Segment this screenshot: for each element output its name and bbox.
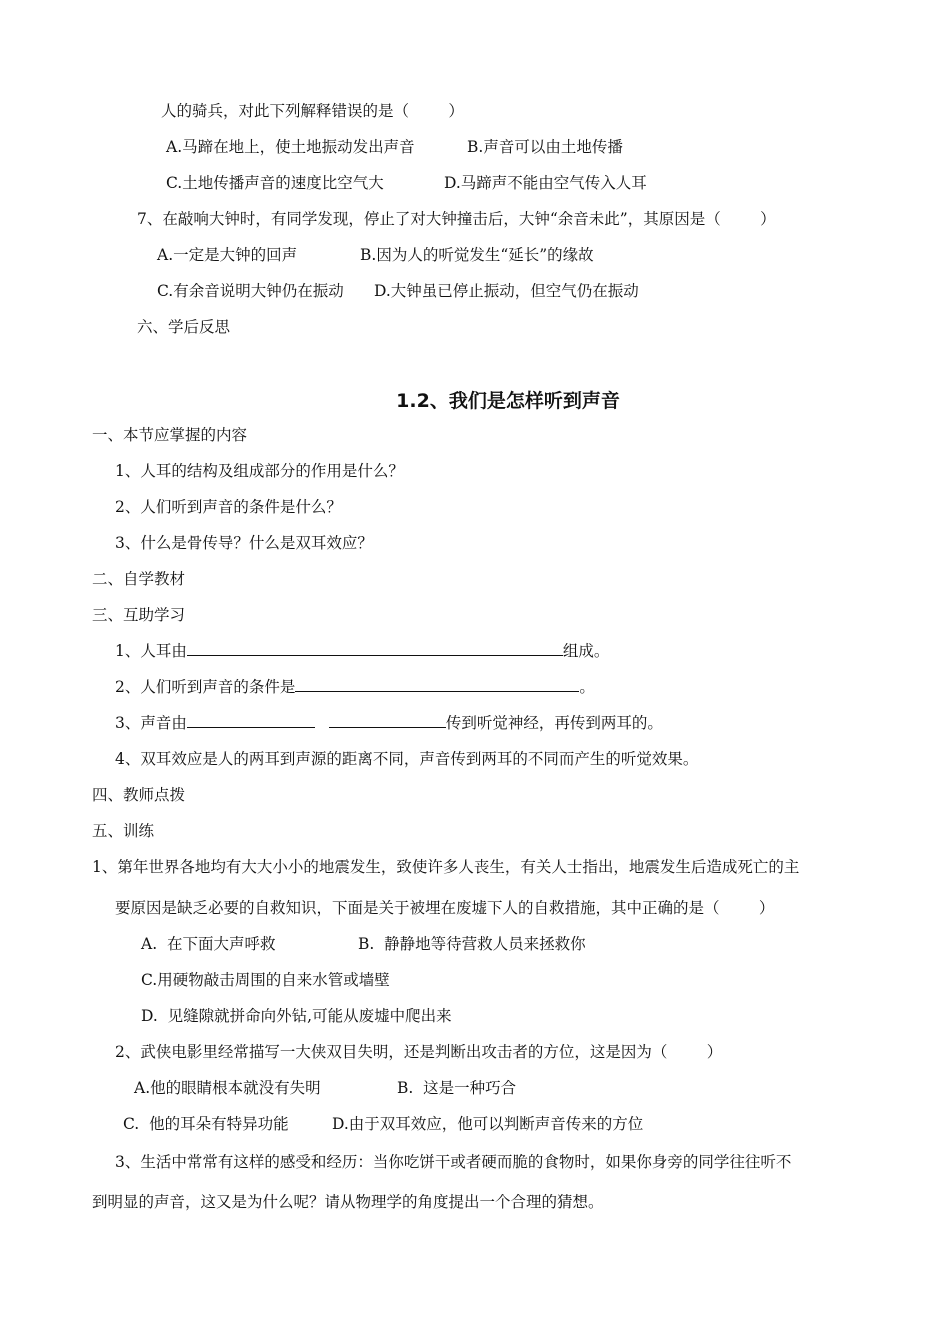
option-d: D.由于双耳效应，他可以判断声音传来的方位 — [332, 1115, 644, 1133]
list-item: 1、人耳的结构及组成部分的作用是什么？ — [115, 462, 404, 480]
option-c: C. 他的耳朵有特异功能 — [123, 1115, 289, 1133]
list-item: 4、双耳效应是人的两耳到声源的距离不同，声音传到两耳的不同而产生的听觉效果。 — [115, 750, 699, 768]
option-d: D. 见缝隙就拼命向外钻,可能从废墟中爬出来 — [141, 1007, 452, 1025]
option-b: B.因为人的听觉发生“延长”的缘故 — [360, 246, 594, 264]
question-6-continued: 人的骑兵，对此下列解释错误的是（ ） — [161, 102, 464, 120]
fill-in-text: 3、声音由 — [115, 714, 187, 732]
option-c: C.用硬物敲击周围的自来水管或墙壁 — [141, 971, 390, 989]
section-heading: 一、本节应掌握的内容 — [92, 426, 248, 444]
option-b: B. 这是一种巧合 — [397, 1079, 517, 1097]
question-1: 1、第年世界各地均有大大小小的地震发生，致使许多人丧生，有关人士指出，地震发生后造成死亡的主 — [92, 858, 800, 876]
option-d: D.大钟虽已停止振动，但空气仍在振动 — [374, 282, 639, 300]
answer-blank[interactable] — [329, 713, 446, 728]
page-title: 1.2、我们是怎样听到声音 — [396, 390, 620, 412]
question-2: 2、武侠电影里经常描写一大侠双目失明，还是判断出攻击者的方位，这是因为（ ） — [115, 1043, 723, 1061]
fill-in-text: 传到听觉神经，再传到两耳的。 — [445, 714, 663, 732]
fill-in-item — [115, 677, 595, 697]
answer-blank[interactable] — [295, 677, 579, 692]
list-item: 3、什么是骨传导？什么是双耳效应？ — [115, 534, 373, 552]
option-a: A. 在下面大声呼救 — [141, 935, 276, 953]
answer-blank[interactable] — [187, 641, 563, 656]
fill-in-text: 2、人们听到声音的条件是 — [115, 678, 296, 696]
section-heading: 五、训练 — [92, 822, 155, 840]
option-d: D.马蹄声不能由空气传入人耳 — [444, 174, 647, 192]
question-7: 7、在敲响大钟时，有同学发现，停止了对大钟撞击后，大钟“余音未此”，其原因是（ ） — [137, 210, 776, 228]
fill-in-text: 。 — [579, 678, 595, 696]
option-c: C.土地传播声音的速度比空气大 — [166, 174, 384, 192]
fill-in-item — [115, 641, 609, 661]
option-b: B.声音可以由土地传播 — [467, 138, 623, 156]
fill-in-item — [115, 713, 663, 733]
section-heading: 二、自学教材 — [92, 570, 186, 588]
option-c: C.有余音说明大钟仍在振动 — [157, 282, 344, 300]
fill-in-text: 1、人耳由 — [115, 642, 187, 660]
section-heading: 六、学后反思 — [137, 318, 231, 336]
option-a: A.他的眼睛根本就没有失明 — [134, 1079, 321, 1097]
section-heading: 四、教师点拨 — [92, 786, 186, 804]
list-item: 2、人们听到声音的条件是什么？ — [115, 498, 342, 516]
question-3: 3、生活中常常有这样的感受和经历：当你吃饼干或者硬而脆的食物时，如果你身旁的同学往往听不 — [115, 1153, 792, 1171]
section-heading: 三、互助学习 — [92, 606, 186, 624]
option-a: A.马蹄在地上，使土地振动发出声音 — [166, 138, 415, 156]
question-1-continued: 要原因是缺乏必要的自救知识，下面是关于被埋在废墟下人的自救措施，其中正确的是（ ） — [115, 899, 775, 917]
option-b: B. 静静地等待营救人员来拯救你 — [358, 935, 586, 953]
answer-blank[interactable] — [187, 713, 315, 728]
question-3-continued: 到明显的声音，这又是为什么呢？请从物理学的角度提出一个合理的猜想。 — [92, 1193, 604, 1211]
option-a: A.一定是大钟的回声 — [157, 246, 298, 264]
fill-in-text: 组成。 — [562, 642, 610, 660]
